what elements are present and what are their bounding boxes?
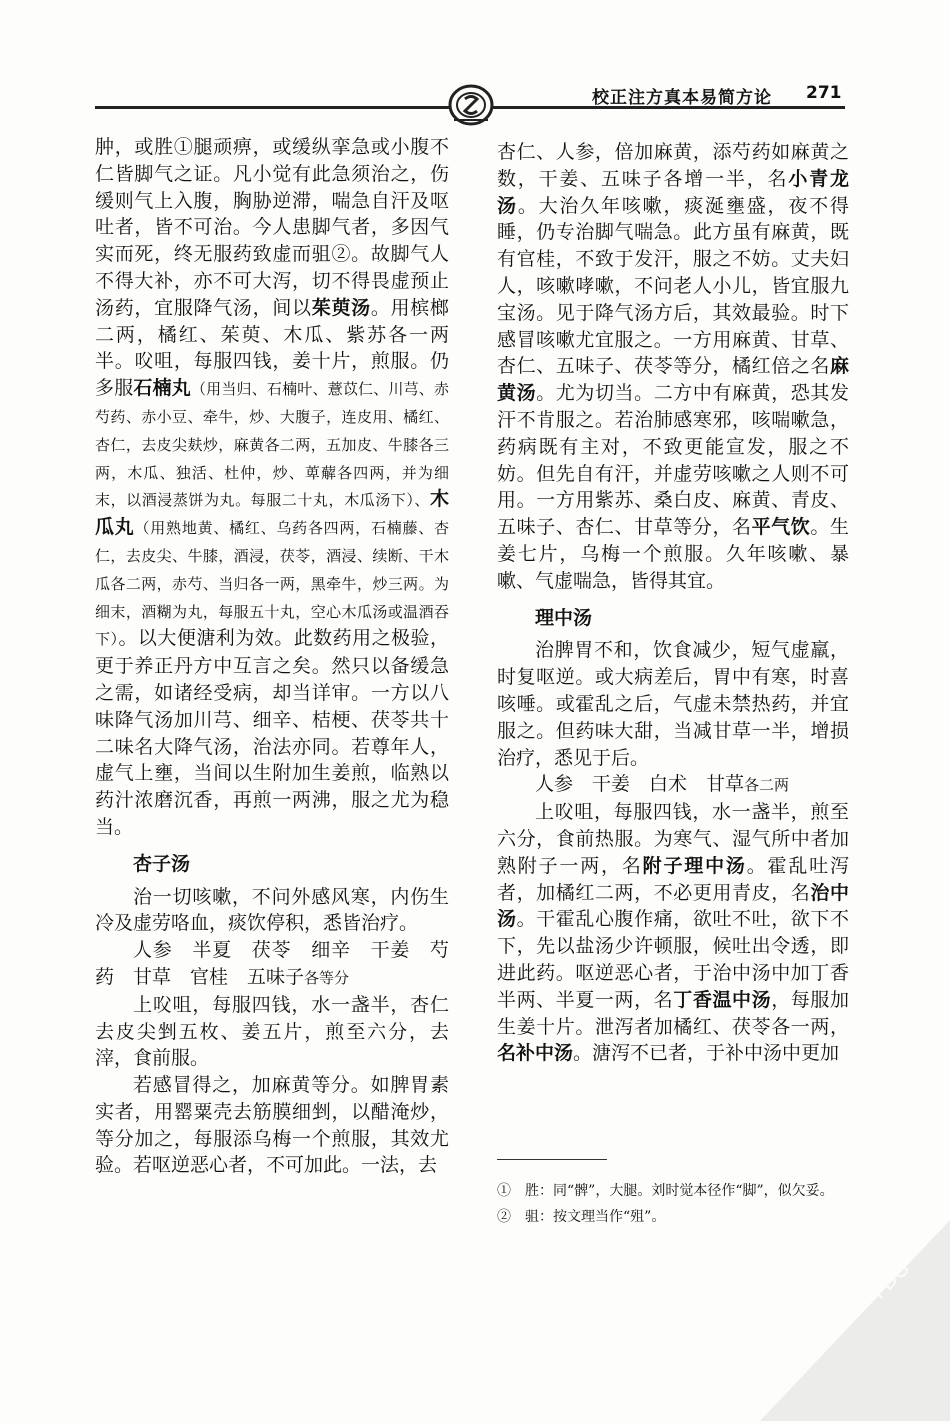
publisher-logo-icon [448, 82, 494, 128]
paragraph [497, 637, 849, 771]
footnote-1: ① 胜：同“髀”，大腿。刘时觉本径作“脚”，似欠妥。 [497, 1183, 834, 1199]
paragraph [95, 134, 449, 841]
formula-name: 丁香温中汤 [673, 988, 772, 1011]
body-text: 。大治久年咳嗽，痰涎壅盛，夜不得睡，仍专治脚气喘急。此方虽有麻黄，既有官桂，不致于发汗，服之不妨。丈夫妇人，咳嗽哮嗽，不问老人小儿，皆宜服九宝汤。见于降气汤方后，其效最验。时下感冒咳嗽尤宜服之。一方用麻黄、甘草、杏仁、五味子、茯苓等分，橘红倍之名 [497, 194, 849, 378]
left-column [95, 134, 449, 1179]
body-text: 肿，或胜①腿顽痹，或缓纵挛急或小腹不仁皆脚气之证。凡小觉有此急须治之，伤缓则气上入腹，胸胁逆滞，喘急自汗及呕吐者，皆不可治。今人患脚气者，多因气实而死，终无服药致虚而驵②。故脚气人不得大补，亦不可大泻，切不得畏虚预止汤药，宜服降气汤，间以 [95, 136, 449, 319]
body-text: 治脾胃不和，饮食减少，短气虚羸，时复呕逆。或大病差后，胃中有寒，时喜咳唾。或霍乱之后，气虚未禁热药，并宜服之。但药味大甜，当减甘草一半，增损治疗，悉见于后。 [497, 639, 849, 769]
formula-name: 名补中汤 [497, 1042, 574, 1065]
formula-name: 麻黄汤 [497, 355, 849, 405]
page-number: 271 [806, 83, 842, 103]
body-text: 杏仁、人参，倍加麻黄，添芍药如麻黄之数，干姜、五味子各增一半，名 [497, 141, 849, 190]
footnote-rule [497, 1159, 607, 1160]
watermark-text: PDG [866, 1256, 914, 1304]
body-text: 杏子汤 [133, 852, 191, 875]
formula-name: 平气饮 [751, 516, 811, 539]
annotation-text: 各等分 [304, 968, 350, 987]
formula-name: 石楠丸 [133, 377, 191, 400]
paragraph [497, 799, 849, 1067]
paragraph [95, 937, 449, 992]
watermark-logo [720, 1130, 950, 1421]
body-text: 理中汤 [535, 606, 593, 629]
paragraph [497, 771, 849, 799]
formula-name: 小青龙汤 [497, 167, 849, 217]
body-text: 。生姜七片，乌梅一个煎服。久年咳嗽、暴嗽、气虚喘急，皆得其宜。 [497, 516, 849, 592]
body-text: 上㕮咀，每服四钱，水一盏半，杏仁去皮尖剉五枚、姜五片，煎至六分，去滓，食前服。 [95, 993, 449, 1070]
annotation-text: （用当归、石楠叶、薏苡仁、川芎、赤芍药、赤小豆、牵牛，炒、大腹子，连皮用、橘红、杏仁，去皮尖麸炒，麻黄各二两，五加皮、牛膝各三两，木瓜、独活、杜仲，炒、萆薢各四两，并为细末，以酒浸蒸饼为丸。每服二十丸，木瓜汤下）、 [95, 380, 449, 510]
body-text: 。霍乱吐泻者，加橘红二两，不必更用青皮，名 [497, 854, 849, 904]
body-text: 。以大便溏利为效。此数药用之极验，更于养正丹方中互言之矣。然只以备缓急之需，如诸经受病，却当详审。一方以八味降气汤加川芎、细辛、桔梗、茯苓共十二味名大降气汤，治法亦同。若尊年人，虚气上壅，当间以生附加生姜煎，临熟以药汁浓磨沉香，再煎一两沸，服之尤为稳当。 [95, 627, 449, 838]
body-text: 上㕮咀，每服四钱，水一盏半，煎至六分，食前热服。为寒气、湿气所中者加熟附子一两，名 [497, 801, 849, 877]
formula-name: 治中汤 [497, 881, 849, 931]
body-text: ，每服加生姜十片。泄泻者加橘红、茯苓各一两， [497, 988, 849, 1038]
section-heading [497, 605, 849, 632]
body-text: 人参 干姜 白术 甘草 [535, 773, 745, 796]
annotation-text: 各二两 [744, 776, 790, 795]
body-text: 人参 半夏 茯苓 细辛 干姜 芍药 甘草 官桂 五味子 [95, 939, 449, 988]
body-text: 。用槟榔二两，橘红、茱萸、木瓜、紫苏各一两半。㕮咀，每服四钱，姜十片，煎服。仍多服 [95, 296, 449, 400]
paragraph [95, 1072, 449, 1179]
paragraph [95, 884, 449, 938]
body-text: 。尤为切当。二方中有麻黄，恐其发汗不肯服之。若治肺感寒邪，咳喘嗽急，药病既有主对，不致更能宣发，服之不妨。但先自有汗，并虚劳咳嗽之人则不可用。一方用紫苏、桑白皮、麻黄、青皮、五味子、杏仁、甘草等分，名 [497, 382, 849, 539]
footnote-2: ② 驵：按文理当作“殂”。 [497, 1209, 666, 1225]
annotation-text: （用熟地黄、橘红、乌药各四两，石楠藤、杏仁，去皮尖、牛膝，酒浸，茯苓，酒浸、续断、干木瓜各二两，赤芍、当归各一两，黑牵牛，炒三两。为细末，酒糊为丸，每服五十丸，空心木瓜汤或温酒吞下） [95, 519, 449, 649]
body-text: 。干霍乱心腹作痛，欲吐不吐，欲下不下，先以盐汤少许顿服，候吐出令透，即进此药。呕逆恶心者，于治中汤中加丁香半两、半夏一两，名 [497, 908, 849, 1011]
formula-name: 茱萸汤 [311, 296, 371, 319]
right-column [497, 139, 849, 1067]
paragraph [497, 139, 849, 595]
paragraph [95, 992, 449, 1072]
running-header-title: 校正注方真本易简方论 [592, 88, 772, 108]
body-text: 治一切咳嗽，不问外感风寒，内伤生冷及虚劳咯血，痰饮停积，悉皆治疗。 [95, 885, 449, 935]
formula-name: 附子理中汤 [642, 854, 747, 877]
section-heading [95, 851, 449, 878]
body-text: 若感冒得之，加麻黄等分。如脾胃素实者，用罂粟壳去筋膜细剉，以醋淹炒，等分加之，每服添乌梅一个煎服，其效尤验。若呕逆恶心者，不可加此。一法，去 [95, 1074, 449, 1177]
body-text: 。溏泻不已者，于补中汤中更加 [573, 1042, 840, 1065]
formula-name: 木瓜丸 [95, 488, 449, 539]
